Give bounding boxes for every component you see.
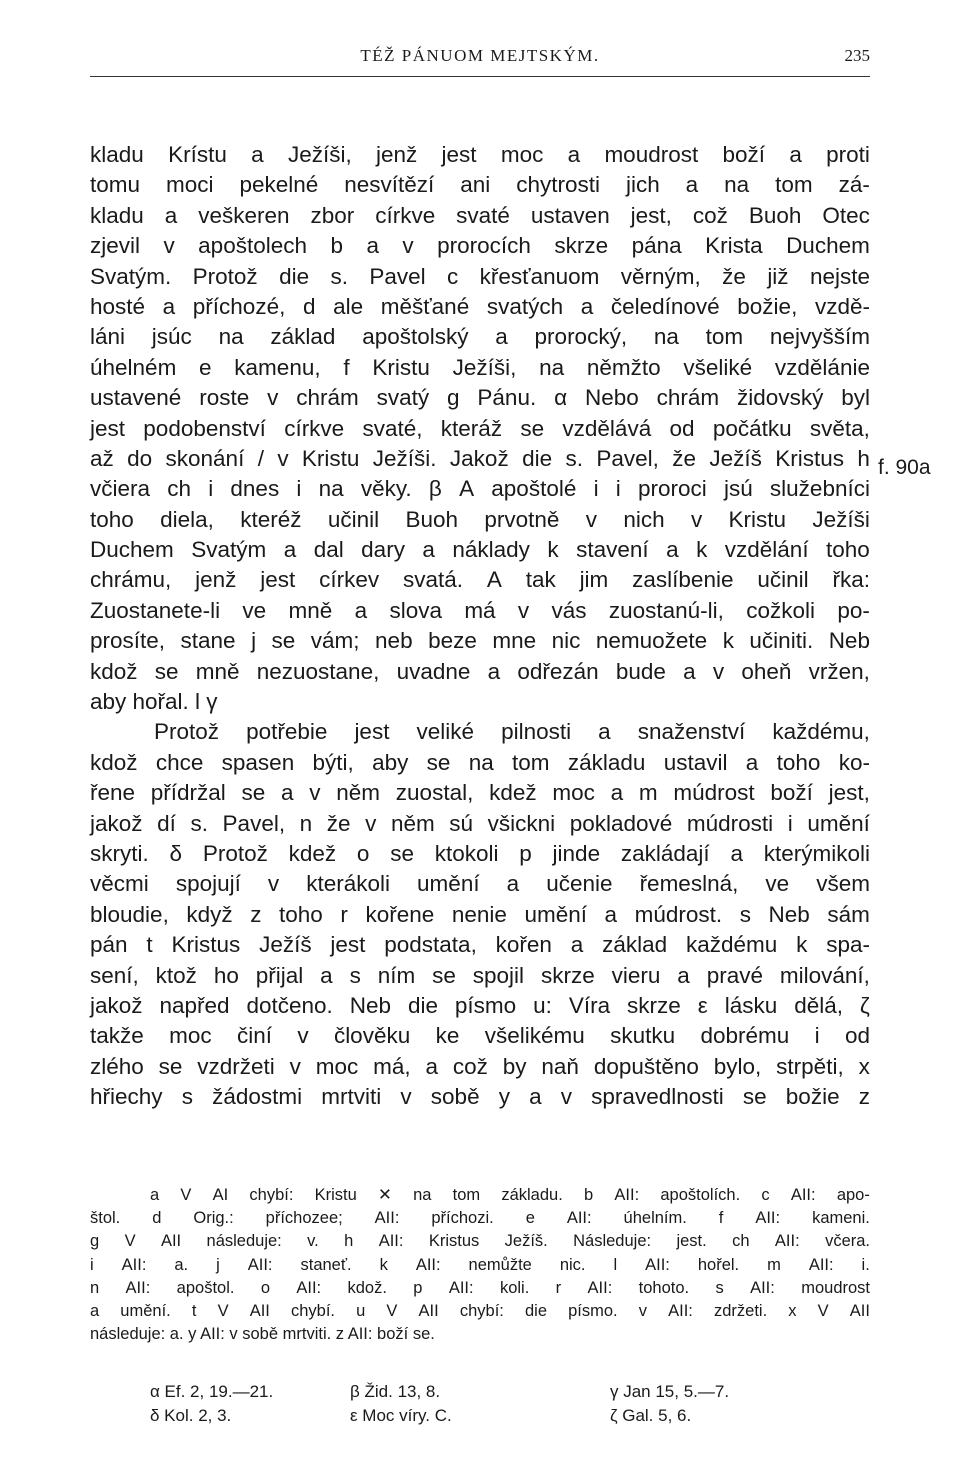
text-line: sení, ktož ho přijal a s ním se spojil skrze vieru a pravé milování, <box>90 962 870 988</box>
reference-notes <box>150 1380 870 1428</box>
text-line: aby hořal. l γ <box>90 689 218 715</box>
text-line: kdož se mně nezuostane, uvadne a odřezán bude a v oheň vržen, <box>90 658 870 684</box>
note-line: i AII: a. j AII: staneť. k AII: nemůžte nic. l AII: hořel. m AII: i. <box>90 1255 870 1274</box>
text-line: pán t Kristus Ježíš jest podstata, kořen a základ každému k spa- <box>90 932 870 958</box>
reference-item: δ Kol. 2, 3. <box>150 1406 232 1425</box>
text-line: až do skonání / v Kristu Ježíši. Jakož die s. Pavel, že Ježíš Kristus h <box>90 445 870 471</box>
text-line: toho diela, kteréž učinil Buoh prvotně v nich v Kristu Ježíši <box>90 506 870 532</box>
text-line: včiera ch i dnes i na věky. β A apoštolé i i proroci jsú služebníci <box>90 476 870 502</box>
text-line: tomu moci pekelné nesvítězí ani chytrosti jich a na tom zá- <box>90 172 870 198</box>
text-line: Zuostanete-li ve mně a slova má v vás zuostanú-li, cožkoli po- <box>90 597 870 623</box>
running-head: TÉŽ PÁNUOM MEJTSKÝM. <box>360 46 600 65</box>
reference-item: β Žid. 13, 8. <box>350 1382 441 1401</box>
text-line: zjevil v apoštolech b a v prorocích skrze pána Krista Duchem <box>90 233 870 259</box>
text-line: láni jsúc na základ apoštolský a prorocký, na tom nejvyšším <box>90 324 870 350</box>
note-line: následuje: a. y AII: v sobě mrtviti. z AII: boží se. <box>90 1325 435 1344</box>
text-line: kladu Krístu a Ježíši, jenž jest moc a moudrost boží a proti <box>90 142 870 167</box>
reference-item: γ Jan 15, 5.—7. <box>610 1382 730 1401</box>
note-line: n AII: apoštol. o AII: kdož. p AII: koli. r AII: tohoto. s AII: moudrost <box>90 1278 870 1297</box>
text-line: jakož napřed dotčeno. Neb die písmo u: Víra skrze ε lásku dělá, ζ <box>90 992 870 1018</box>
text-line: zlého se vzdržeti v moc má, a což by naň dopuštěno bylo, strpěti, x <box>90 1053 870 1079</box>
page-number: 235 <box>844 46 870 65</box>
text-line: bloudie, když z toho r kořene nenie umění a múdrost. s Neb sám <box>90 901 870 927</box>
text-line: jakož dí s. Pavel, n že v něm sú všickni pokladové múdrosti i umění <box>90 810 870 836</box>
text-line: kladu a veškeren zbor církve svaté ustaven jest, což Buoh Otec <box>90 202 870 228</box>
reference-item: ζ Gal. 5, 6. <box>610 1406 692 1425</box>
folio-margin-note: f. 90a <box>878 456 931 479</box>
reference-item: α Ef. 2, 19.—21. <box>150 1382 274 1401</box>
reference-item: ε Moc víry. C. <box>350 1406 452 1425</box>
text-line: takže moc činí v člověku ke všelikému skutku dobrému i od <box>90 1023 870 1049</box>
text-line: Duchem Svatým a dal dary a náklady k stavení a k vzdělání toho <box>90 537 870 563</box>
textual-notes <box>90 1184 870 1346</box>
note-line: g V AII následuje: v. h AII: Kristus Ježíš. Následuje: jest. ch AII: včera. <box>90 1232 870 1251</box>
text-line: ustavené roste v chrám svatý g Pánu. α Nebo chrám židovský byl <box>90 385 870 411</box>
text-line: skryti. δ Protož kdež o se ktokoli p jinde zakládají a kterýmikoli <box>90 840 870 866</box>
text-line: jest podobenství církve svaté, kteráž se vzdělává od počátku světa, <box>90 415 870 441</box>
text-line: úhelném e kamenu, f Kristu Ježíši, na němžto všeliké vzdělánie <box>90 354 870 380</box>
reference-row <box>150 1404 870 1428</box>
main-text <box>90 140 870 1113</box>
text-line: Svatým. Protož die s. Pavel c křesťanuom věrným, že již nejste <box>90 263 870 289</box>
text-line: hosté a příchozé, d ale měšťané svatých a čeledínové božie, vzdě- <box>90 293 870 319</box>
text-line: věcmi spojují v kterákoli umění a učenie řemeslná, ve všem <box>90 871 870 897</box>
note-line: a umění. t V AII chybí. u V AII chybí: die písmo. v AII: zdržeti. x V AII <box>90 1301 870 1320</box>
note-line: štol. d Orig.: příchozee; AII: příchozi. e AII: úhelním. f AII: kameni. <box>90 1209 870 1228</box>
text-line: chrámu, jenž jest církev svatá. A tak jim zaslíbenie učinil řka: <box>90 567 870 593</box>
text-line: kdož chce spasen býti, aby se na tom základu ustavil a toho ko- <box>90 749 870 775</box>
text-line: hřiechy s žádostmi mrtviti v sobě y a v spravedlnosti se božie z <box>90 1084 870 1110</box>
reference-row <box>150 1380 870 1404</box>
page-header <box>90 42 870 76</box>
text-line: prosíte, stane j se vám; neb beze mne nic nemuožete k učiniti. Neb <box>90 628 870 654</box>
note-line: a V AI chybí: Kristu ✕ na tom základu. b AII: apoštolích. c AII: apo- <box>150 1186 870 1204</box>
text-line: řene přídržal se a v něm zuostal, kdež moc a m múdrost boží jest, <box>90 780 870 806</box>
text-line: Protož potřebie jest veliké pilnosti a snaženství každému, <box>154 719 870 745</box>
header-rule <box>90 76 870 77</box>
